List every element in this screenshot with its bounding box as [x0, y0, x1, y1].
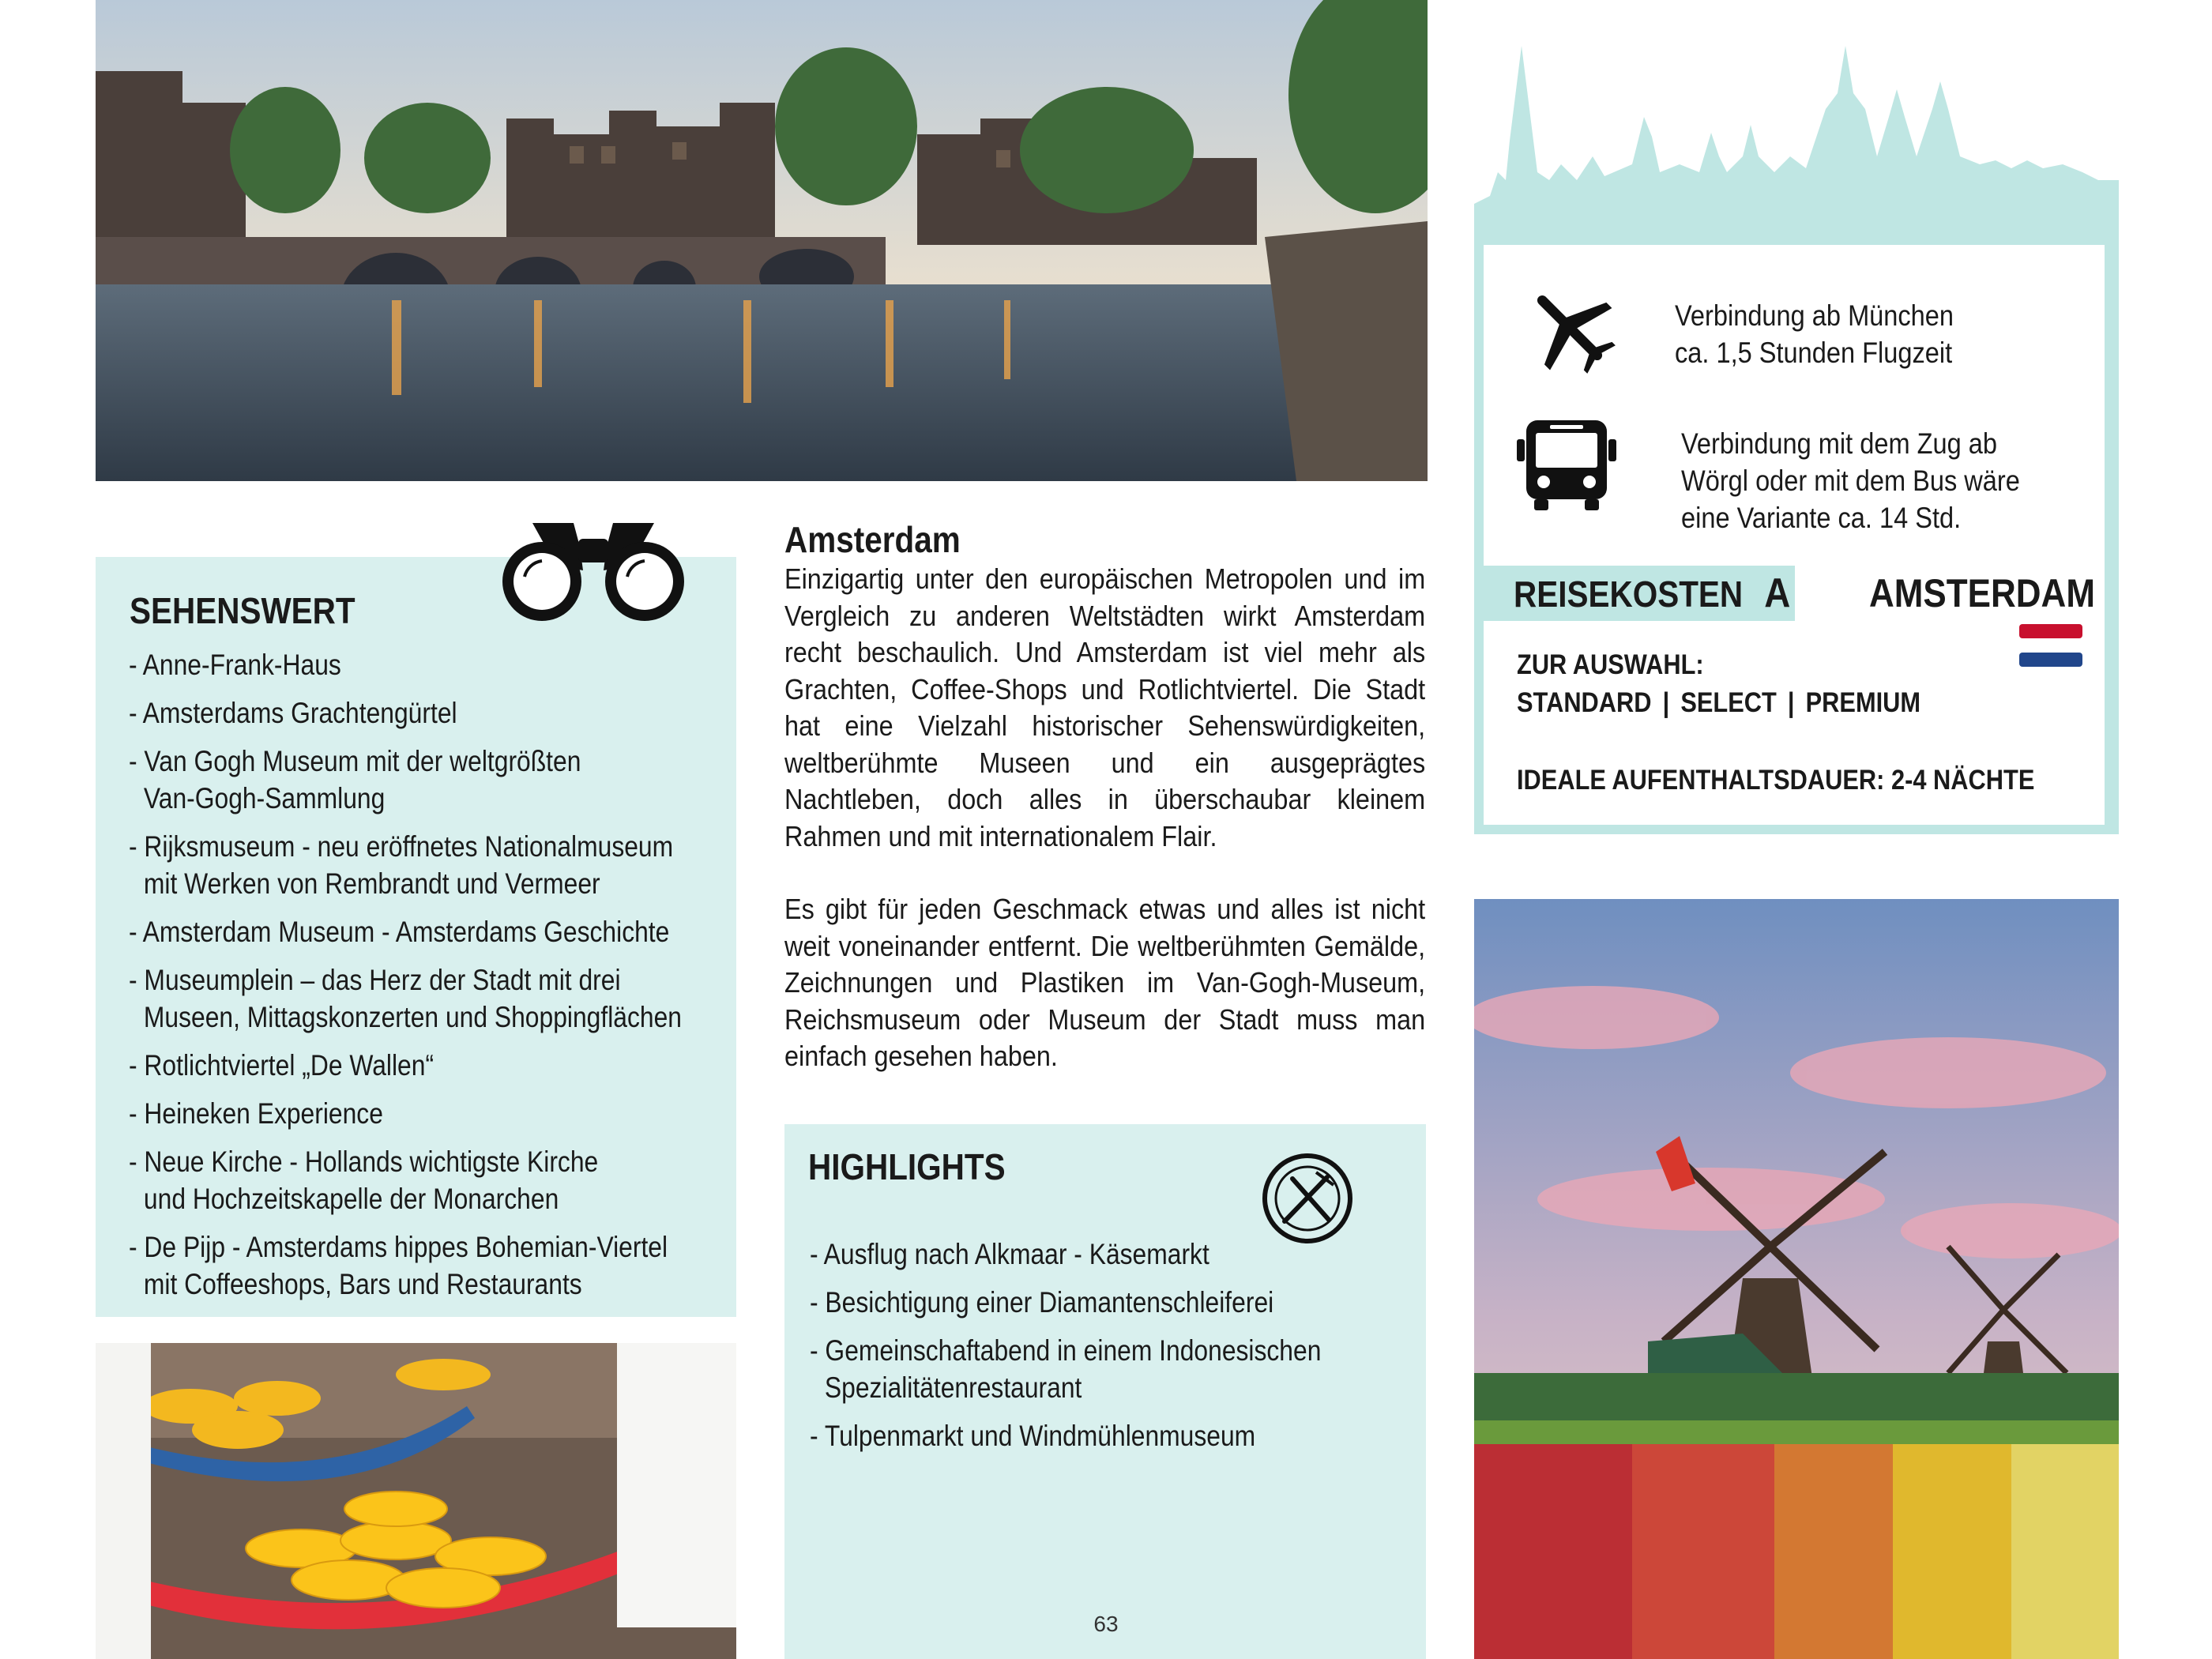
list-item: - Rijksmuseum - neu eröffnetes Nationalmuseum mit Werken von Rembrandt und Vermeer: [129, 830, 674, 900]
binoculars-icon: [501, 515, 686, 623]
page-number: 63: [1093, 1612, 1119, 1636]
choice-label: ZUR AUSWAHL:: [1517, 649, 1704, 680]
article-body: [784, 561, 1425, 1075]
bus-icon: [1515, 417, 1618, 512]
option-separator: |: [1787, 687, 1795, 718]
list-item: - Amsterdam Museum - Amsterdams Geschichte: [129, 916, 670, 948]
cheese-market-photo: [96, 1343, 736, 1659]
list-item: - Besichtigung einer Diamantenschleiferei: [810, 1286, 1274, 1319]
netherlands-flag-icon: [2019, 624, 2082, 667]
article-paragraph: Einzigartig unter den europäischen Metropolen und im Vergleich zu anderen Weltstädten wirkt Amsterdam recht beschaulich. Und Amsterdam ist viel mehr als Grachten, Coffee-Shops und Rotlichtviertel. Die Stadt hat eine Vielzahl historischer Sehenswürdigkeiten, weltberühmte Museen und ein ausgeprägtes Nachtleben, doch alles in überschaubar kleinem Rahmen und mit internationalem Flair.: [784, 562, 1426, 852]
option-select: SELECT: [1680, 687, 1777, 718]
article-title: Amsterdam: [784, 519, 961, 560]
sights-list: [129, 646, 772, 1314]
cost-label-text: REISEKOSTEN: [1514, 574, 1744, 615]
list-item: - Tulpenmarkt und Windmühlenmuseum: [810, 1420, 1256, 1452]
bus-line-1: Verbindung mit dem Zug ab: [1681, 427, 1998, 460]
canal-photo: [96, 0, 1428, 481]
highlights-title: HIGHLIGHTS: [808, 1146, 1006, 1187]
option-separator: |: [1662, 687, 1670, 718]
list-item: - Rotlichtviertel „De Wallen“: [129, 1049, 434, 1082]
list-item: - Heineken Experience: [129, 1097, 383, 1130]
sights-title: SEHENSWERT: [130, 590, 356, 631]
option-premium: PREMIUM: [1805, 687, 1921, 718]
windmill-tulips-photo: [1474, 899, 2119, 1659]
flight-line-1: Verbindung ab München: [1675, 299, 1954, 332]
airplane-icon: [1520, 278, 1620, 378]
list-item: - Neue Kirche - Hollands wichtigste Kirche und Hochzeitskapelle der Monarchen: [129, 1146, 599, 1215]
stay-duration: IDEALE AUFENTHALTSDAUER: 2-4 NÄCHTE: [1517, 765, 2035, 796]
city-name: AMSTERDAM: [1869, 571, 2095, 615]
list-item: - Museumplein – das Herz der Stadt mit drei Museen, Mittagskonzerten und Shoppingflächen: [129, 964, 682, 1033]
cost-grade: A: [1764, 570, 1791, 616]
list-item: - Amsterdams Grachtengürtel: [129, 697, 457, 729]
amsterdam-skyline: [1474, 22, 2119, 243]
list-item: - Ausflug nach Alkmaar - Käsemarkt: [810, 1238, 1209, 1270]
article-paragraph: Es gibt für jeden Geschmack etwas und alles ist nicht weit voneinander entfernt. Die weltberühmten Gemälde, Zeichnungen und Plastiken im Van-Gogh-Museum, Reichsmuseum oder Museum der Stadt muss man einfach gesehen haben.: [784, 893, 1426, 1072]
plate-cutlery-icon: [1261, 1152, 1354, 1245]
bus-line-2: Wörgl oder mit dem Bus wäre: [1681, 465, 2020, 497]
cost-label: [1514, 570, 1791, 616]
bus-line-3: eine Variante ca. 14 Std.: [1681, 502, 1962, 534]
list-item: - De Pijp - Amsterdams hippes Bohemian-Viertel mit Coffeeshops, Bars und Restaurants: [129, 1231, 668, 1300]
option-standard: STANDARD: [1517, 687, 1652, 718]
flight-line-2: ca. 1,5 Stunden Flugzeit: [1675, 337, 1953, 369]
highlights-list: [810, 1236, 1405, 1465]
list-item: - Anne-Frank-Haus: [129, 649, 341, 681]
choice-options: [1517, 684, 1920, 722]
list-item: - Gemeinschaftabend in einem Indonesischen Spezialitätenrestaurant: [810, 1334, 1322, 1404]
list-item: - Van Gogh Museum mit der weltgrößten Van-Gogh-Sammlung: [129, 745, 581, 814]
